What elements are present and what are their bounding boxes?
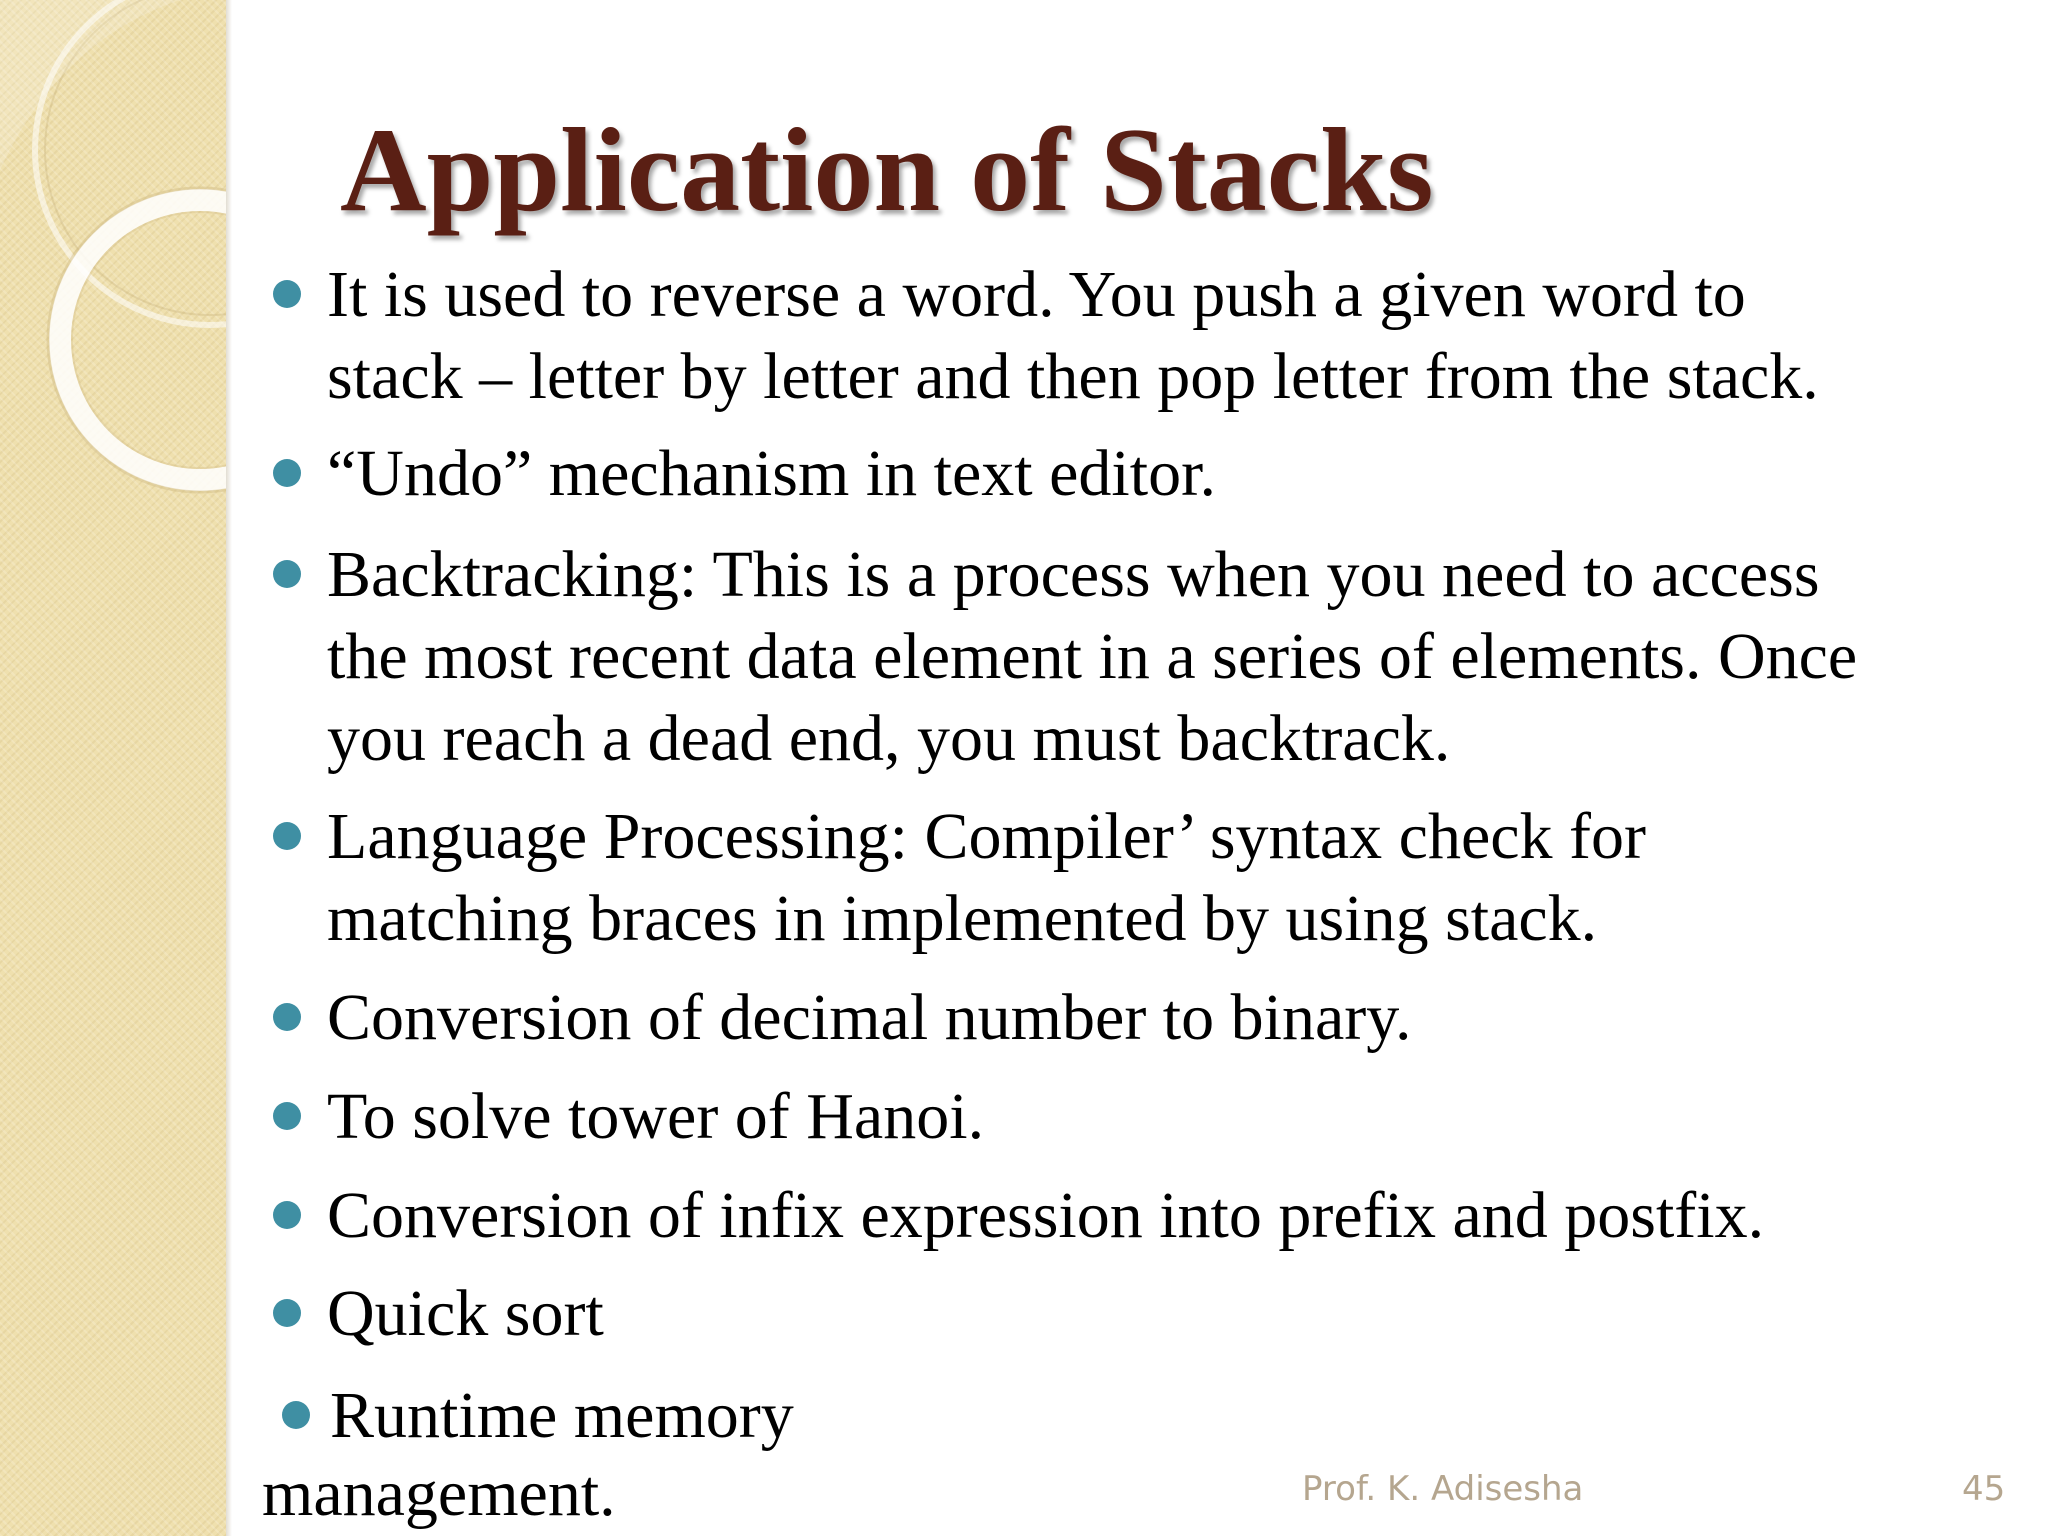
slide-title: Application of Stacks <box>340 103 1434 236</box>
bullet-text: Conversion of decimal number to binary. <box>327 981 1412 1054</box>
bullet-dot-icon <box>273 459 301 487</box>
bullet-dot-icon <box>273 1102 301 1130</box>
bullet-text: Backtracking: This is a process when you need to access the most recent data element in a series of elements. Once you reach a dead end, you must backtrack. <box>327 538 1858 775</box>
bullet-dot-icon <box>273 560 301 588</box>
bullet-text: It is used to reverse a word. You push a given word to stack – letter by letter and then pop letter from the stack. <box>327 258 1819 413</box>
bullet-item <box>327 433 1887 515</box>
bullet-item <box>327 1076 1887 1158</box>
bullet-dot-icon <box>273 1201 301 1229</box>
bullet-item <box>327 977 1887 1059</box>
bullet-text: Conversion of infix expression into prefix and postfix. <box>327 1179 1765 1252</box>
bullet-item <box>330 1375 1890 1457</box>
bullet-item <box>327 1175 1887 1257</box>
bullet-item <box>327 254 1887 418</box>
bullet-dot-icon <box>282 1401 310 1429</box>
bullet-text: “Undo” mechanism in text editor. <box>327 437 1216 510</box>
bullet-text-continuation: management. <box>262 1457 616 1530</box>
bullet-item <box>327 796 1887 960</box>
bullet-dot-icon <box>273 822 301 850</box>
bullet-dot-icon <box>273 280 301 308</box>
page-number: 45 <box>1962 1469 2006 1509</box>
bullet-item <box>327 1273 1887 1355</box>
bullet-item <box>327 534 1887 780</box>
bullet-text: Quick sort <box>327 1277 604 1350</box>
bullet-text: Language Processing: Compiler’ syntax check for matching braces in implemented by using stack. <box>327 800 1647 955</box>
bullet-text: Runtime memory <box>330 1379 794 1452</box>
bullet-text: To solve tower of Hanoi. <box>327 1080 985 1153</box>
bullet-dot-icon <box>273 1003 301 1031</box>
footer-author: Prof. K. Adisesha <box>1302 1469 1584 1509</box>
bullet-dot-icon <box>273 1299 301 1327</box>
